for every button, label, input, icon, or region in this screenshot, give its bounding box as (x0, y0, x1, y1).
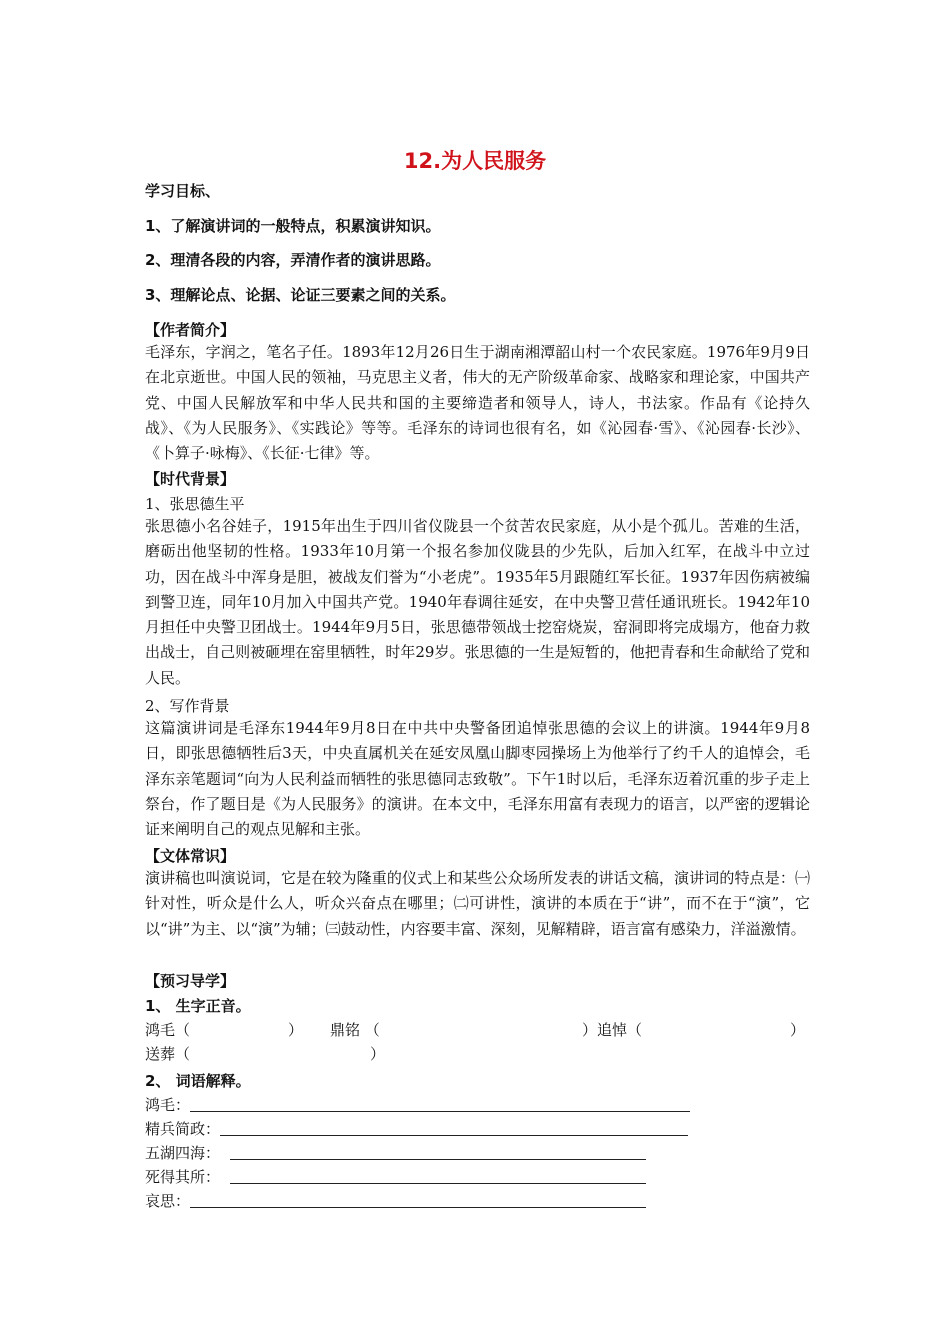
background-text-2: 这篇演讲词是毛泽东1944年9月8日在中共中央警备团追悼张思德的会议上的讲演。1944年9月8日，即张思德牺牲后3天，中央直属机关在延安凤凰山脚枣园操场上为他举行了约千人的追悼会，毛泽东亲笔题词“向为人民利益而牺牲的张思德同志致敬”。下午1时以后，毛泽东迈着沉重的步子走上祭台，作了题目是《为人民服务》的演讲。在本文中，毛泽东用富有表现力的语言，以严密的逻辑论证来阐明自己的观点见解和主张。 (145, 719, 810, 839)
pinyin-question: 1、 生字正音。 (145, 997, 251, 1015)
term-jingbing: 精兵简政： (145, 1120, 221, 1138)
objective-item-1: 1、了解演讲词的一般特点，积累演讲知识。 (145, 217, 441, 235)
pinyin-word-zhuidao: 追悼（ (597, 1021, 643, 1039)
answer-line-hongmao[interactable] (190, 1111, 690, 1112)
background-text-1: 张思德小名谷娃子，1915年出生于四川省仪陇县一个贫苦农民家庭，从小是个孤儿。苦难的生活，磨砺出他坚韧的性格。1933年10月第一个报名参加仪陇县的少先队，后加入红军，在战斗中立过功，因在战斗中浑身是胆，被战友们誉为“小老虎”。1935年5月跟随红军长征。1937年因伤病被编到警卫连，同年10月加入中国共产党。1940年春调往延安，在中央警卫营任通讯班长。1942年10月担任中央警卫团战士。1944年9月5日，张思德带领战士挖窑烧炭，窑洞即将完成塌方，他奋力救出战士，自己则被砸埋在窑里牺牲，时年29岁。张思德的一生是短暂的，他把青春和生命献给了党和人民。 (145, 517, 810, 687)
answer-line-jingbing[interactable] (220, 1135, 688, 1136)
term-hongmao: 鸿毛： (145, 1096, 191, 1114)
preview-heading: 【预习导学】 (145, 972, 236, 990)
pinyin-word-hongmao: 鸿毛（ (145, 1021, 191, 1039)
pinyin-word-songzang: 送葬（ (145, 1045, 191, 1063)
answer-line-aisi[interactable] (190, 1207, 646, 1208)
pinyin-close-hongmao: ） (288, 1021, 304, 1039)
objective-item-2: 2、理清各段的内容，弄清作者的演讲思路。 (145, 251, 441, 269)
background-heading: 【时代背景】 (145, 470, 236, 488)
background-sub-2: 2、写作背景 (145, 697, 230, 715)
author-text: 毛泽东，字润之，笔名子任。1893年12月26日生于湖南湘潭韶山村一个农民家庭。1976年9月9日在北京逝世。中国人民的领袖，马克思主义者，伟大的无产阶级革命家、战略家和理论家，中国共产党、中国人民解放军和中华人民共和国的主要缔造者和领导人，诗人，书法家。作品有《论持久战》、《为人民服务》、《实践论》等等。毛泽东的诗词也很有名，如《沁园春·雪》、《沁园春·长沙》、《卜算子·咏梅》、《长征·七律》等。 (145, 343, 810, 463)
answer-line-wuhu[interactable] (230, 1159, 646, 1160)
author-heading: 【作者简介】 (145, 321, 236, 339)
genre-heading: 【文体常识】 (145, 847, 236, 865)
pinyin-word-dingming: 鼎铭 （ (330, 1021, 380, 1039)
genre-text: 演讲稿也叫演说词，它是在较为隆重的仪式上和某些公众场所发表的讲话文稿，演讲词的特点是：㈠针对性，听众是什么人，听众兴奋点在哪里；㈡可讲性，演讲的本质在于“讲”，而不在于“演”，它以“讲”为主、以“演”为辅；㈢鼓动性，内容要丰富、深刻，见解精辟，语言富有感染力，洋溢激情。 (145, 869, 810, 938)
term-wuhu: 五湖四海： (145, 1144, 221, 1162)
term-aisi: 哀思： (145, 1192, 191, 1210)
pinyin-close-songzang: ） (370, 1045, 386, 1063)
page-title: 12.为人民服务 (403, 149, 547, 173)
pinyin-close-dingming: ） (582, 1021, 598, 1039)
objectives-heading: 学习目标、 (145, 182, 221, 200)
background-sub-1: 1、张思德生平 (145, 495, 245, 513)
term-sideqisuo: 死得其所： (145, 1168, 221, 1186)
pinyin-close-zhuidao: ） (790, 1021, 806, 1039)
vocab-question: 2、 词语解释。 (145, 1072, 251, 1090)
objective-item-3: 3、理解论点、论据、论证三要素之间的关系。 (145, 286, 456, 304)
answer-line-sideqisuo[interactable] (230, 1183, 646, 1184)
